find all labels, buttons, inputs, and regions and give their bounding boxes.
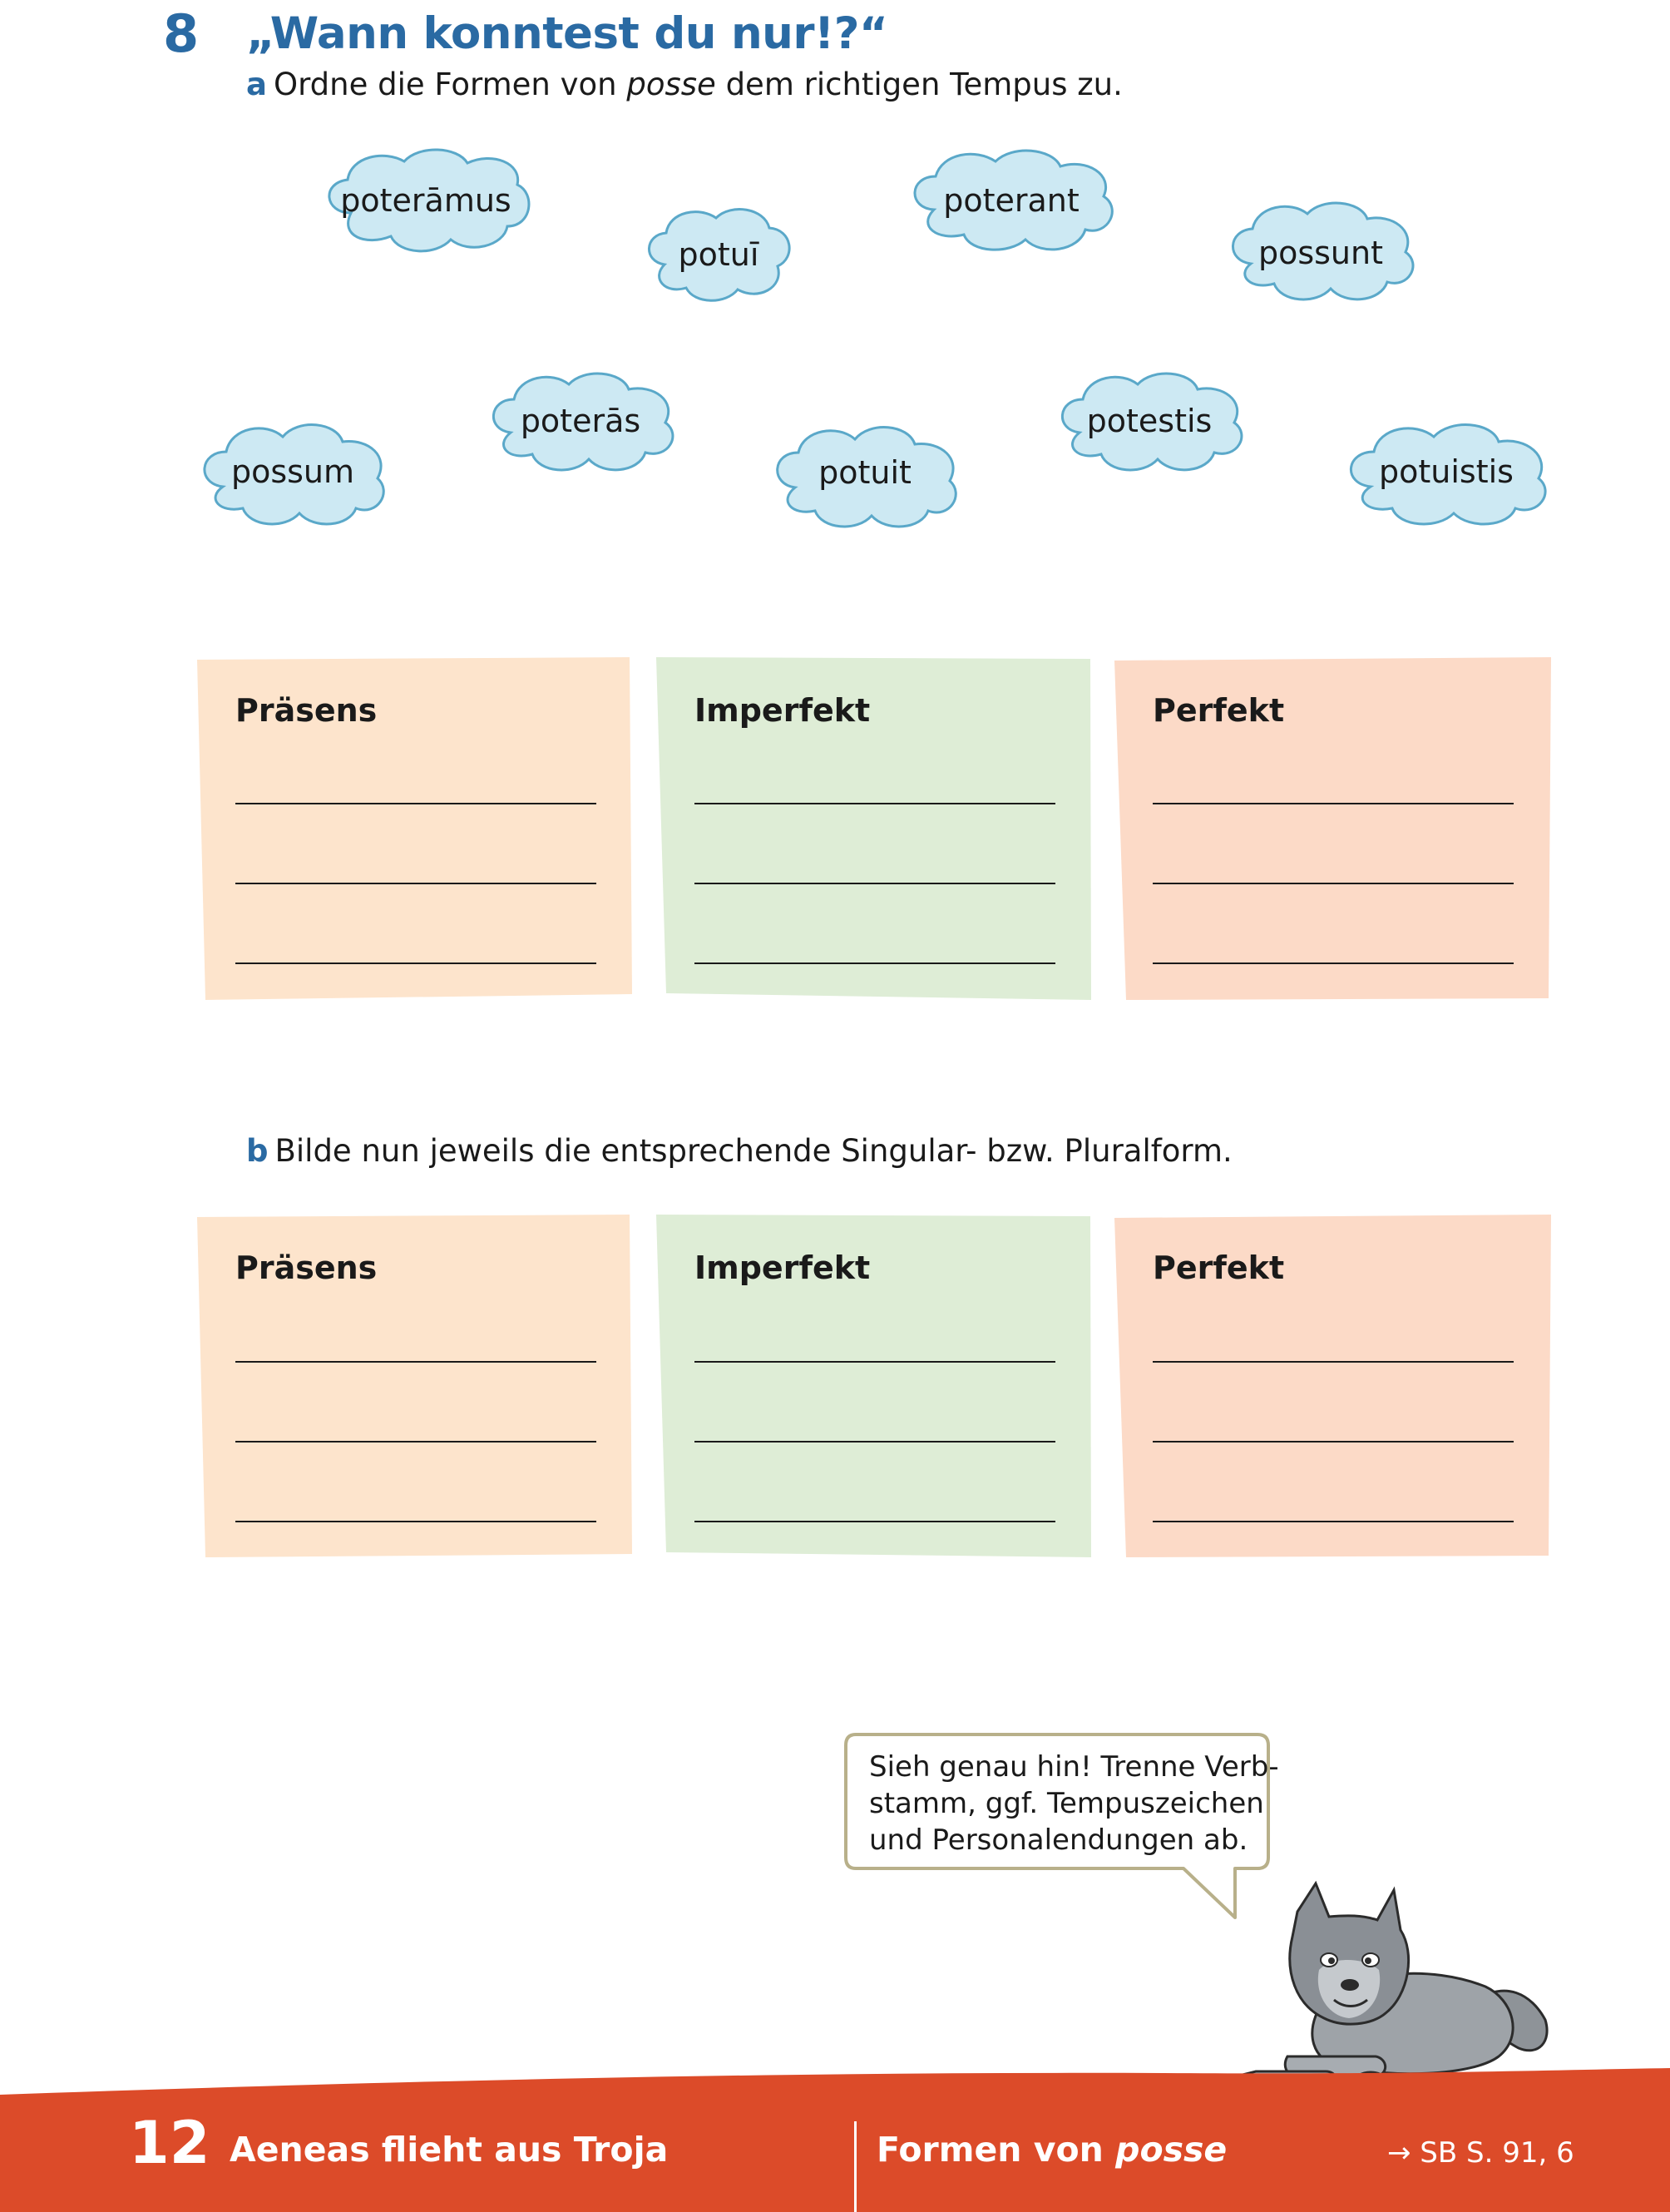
- tense-heading: Präsens: [235, 1250, 378, 1286]
- part-a-label: a: [246, 67, 267, 102]
- answer-line[interactable]: [235, 883, 596, 884]
- cloud-1[interactable]: [314, 143, 537, 260]
- schoolbook-reference[interactable]: → SB S. 91, 6: [1387, 2136, 1574, 2170]
- answer-line[interactable]: [694, 1521, 1055, 1522]
- tense-heading: Imperfekt: [694, 692, 871, 729]
- tense-heading: Imperfekt: [694, 1250, 871, 1286]
- tense-heading: Perfekt: [1153, 1250, 1285, 1286]
- tense-heading: Präsens: [235, 692, 378, 729]
- tense-box-perfekt-b: [1114, 1215, 1551, 1557]
- cloud-word: poterās: [520, 403, 641, 439]
- cloud-word: possunt: [1257, 235, 1384, 271]
- footer-divider: [854, 2121, 857, 2212]
- cloud-4[interactable]: [1221, 194, 1420, 306]
- instruction-a: [246, 67, 1123, 102]
- answer-line[interactable]: [1153, 962, 1514, 964]
- instruction-a-text-end: dem richtigen Tempus zu.: [725, 67, 1123, 102]
- cloud-6[interactable]: [481, 364, 680, 477]
- tip-line-3: und Personalendungen ab.: [869, 1824, 1248, 1857]
- task-title: „Wann konntest du nur!?“: [246, 8, 888, 59]
- tip-speech-bubble: [844, 1733, 1279, 1920]
- cloud-5[interactable]: [193, 413, 393, 530]
- tense-box-perfekt-a: [1114, 657, 1551, 1000]
- answer-line[interactable]: [235, 962, 596, 964]
- topic-verb: posse: [1115, 2130, 1228, 2170]
- cloud-word: poterant: [943, 182, 1080, 219]
- cloud-word: potuit: [818, 454, 912, 491]
- tense-box-praesens-a: [197, 657, 632, 1000]
- answer-line[interactable]: [694, 883, 1055, 884]
- topic-prefix: Formen von: [877, 2130, 1104, 2170]
- cloud-word: potuī: [678, 236, 759, 273]
- answer-line[interactable]: [235, 803, 596, 804]
- instruction-b-text: Bilde nun jeweils die entsprechende Singular- bzw. Pluralform.: [274, 1133, 1233, 1169]
- cloud-8[interactable]: [1050, 364, 1249, 477]
- answer-line[interactable]: [694, 803, 1055, 804]
- part-b-label: b: [246, 1133, 269, 1169]
- cloud-3[interactable]: [901, 143, 1122, 260]
- answer-line[interactable]: [1153, 1441, 1514, 1443]
- cloud-word: potuistis: [1379, 453, 1514, 490]
- chapter-title: Aeneas flieht aus Troja: [230, 2130, 669, 2170]
- cloud-word: possum: [230, 453, 355, 490]
- answer-line[interactable]: [1153, 1361, 1514, 1363]
- answer-line[interactable]: [235, 1361, 596, 1363]
- task-number: 8: [163, 3, 200, 64]
- tense-box-imperfekt-b: [656, 1215, 1091, 1557]
- cloud-9[interactable]: [1337, 413, 1555, 530]
- tense-heading: Perfekt: [1153, 692, 1285, 729]
- cloud-2[interactable]: [640, 201, 798, 305]
- instruction-a-text: Ordne die Formen von: [273, 67, 617, 102]
- tip-text: [869, 1749, 1279, 1858]
- tip-line-2: stamm, ggf. Tempuszeichen: [869, 1787, 1264, 1820]
- answer-line[interactable]: [1153, 883, 1514, 884]
- answer-line[interactable]: [694, 1441, 1055, 1443]
- cloud-7[interactable]: [765, 416, 965, 532]
- tense-box-praesens-b: [197, 1215, 632, 1557]
- page-number: 12: [129, 2109, 210, 2177]
- instruction-a-verb: posse: [626, 67, 716, 102]
- answer-line[interactable]: [235, 1521, 596, 1522]
- answer-line[interactable]: [694, 1361, 1055, 1363]
- cloud-word: potestis: [1086, 403, 1213, 439]
- tense-box-imperfekt-a: [656, 657, 1091, 1000]
- answer-line[interactable]: [694, 962, 1055, 964]
- instruction-b: [246, 1133, 1233, 1169]
- cloud-word: poterāmus: [340, 182, 511, 219]
- answer-line[interactable]: [235, 1441, 596, 1443]
- answer-line[interactable]: [1153, 1521, 1514, 1522]
- tip-line-1: Sieh genau hin! Trenne Verb-: [869, 1750, 1279, 1784]
- topic-title: [877, 2130, 1227, 2170]
- answer-line[interactable]: [1153, 803, 1514, 804]
